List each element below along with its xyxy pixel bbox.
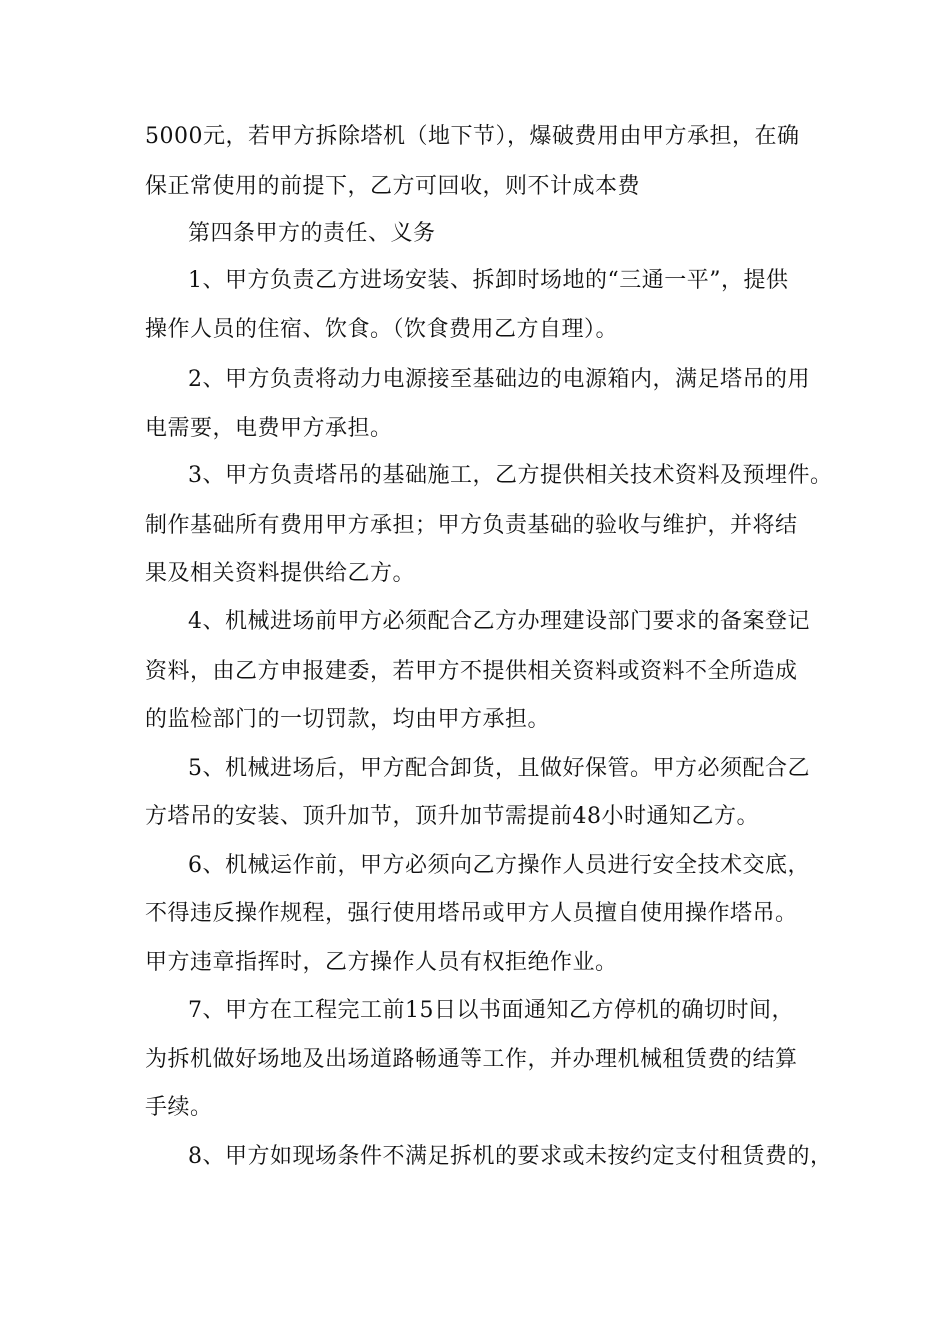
text-line: 甲方违章指挥时，乙方操作人员有权拒绝作业。: [145, 950, 618, 975]
text-line: 资料，由乙方申报建委，若甲方不提供相关资料或资料不全所造成: [145, 659, 798, 684]
section-heading: 第四条甲方的责任、义务: [188, 221, 436, 246]
text-line: 不得违反操作规程，强行使用塔吊或甲方人员擅自使用操作塔吊。: [145, 901, 798, 926]
text-line: 8、甲方如现场条件不满足拆机的要求或未按约定支付租赁费的，: [188, 1144, 833, 1169]
text-line: 4、机械进场前甲方必须配合乙方办理建设部门要求的备案登记: [188, 609, 810, 634]
text-line: 的监检部门的一切罚款，均由甲方承担。: [145, 707, 551, 732]
text-line: 果及相关资料提供给乙方。: [145, 561, 416, 586]
text-line: 操作人员的住宿、饮食。（饮食费用乙方自理）。: [145, 317, 619, 342]
text-line: 电需要，电费甲方承担。: [145, 416, 393, 441]
text-line: 5000元，若甲方拆除塔机（地下节），爆破费用由甲方承担，在确: [145, 124, 800, 149]
text-line: 方塔吊的安装、顶升加节，顶升加节需提前48小时通知乙方。: [145, 804, 759, 829]
text-line: 6、机械运作前，甲方必须向乙方操作人员进行安全技术交底，: [188, 853, 810, 878]
text-line: 手续。: [145, 1095, 213, 1120]
text-line: 3、甲方负责塔吊的基础施工，乙方提供相关技术资料及预埋件。: [188, 463, 833, 488]
text-line: 1、甲方负责乙方进场安装、拆卸时场地的“三通一平”，提供: [188, 268, 789, 293]
text-line: 5、机械进场后，甲方配合卸货，且做好保管。甲方必须配合乙: [188, 756, 810, 781]
text-line: 7、甲方在工程完工前15日以书面通知乙方停机的确切时间，: [188, 998, 794, 1023]
text-line: 2、甲方负责将动力电源接至基础边的电源箱内，满足塔吊的用: [188, 367, 810, 392]
text-line: 为拆机做好场地及出场道路畅通等工作，并办理机械租赁费的结算: [145, 1047, 798, 1072]
text-line: 制作基础所有费用甲方承担；甲方负责基础的验收与维护，并将结: [145, 513, 798, 538]
text-line: 保正常使用的前提下，乙方可回收，则不计成本费: [145, 174, 641, 199]
